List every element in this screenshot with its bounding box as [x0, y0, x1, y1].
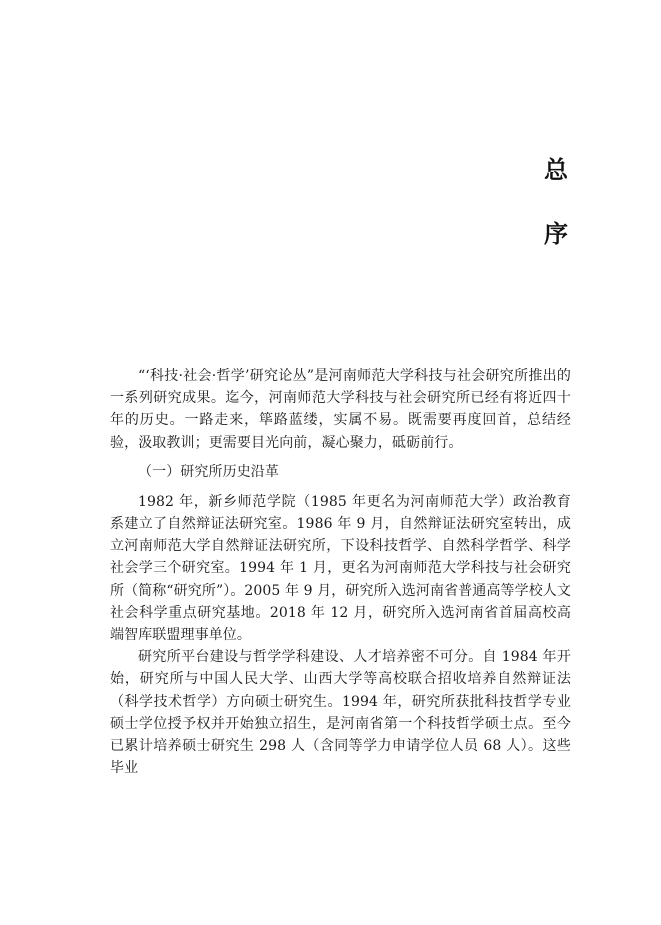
title-char-1: 总 — [544, 155, 568, 184]
body-text — [110, 365, 571, 779]
section-heading: （一）研究所历史沿革 — [138, 463, 279, 480]
preface-title — [538, 155, 574, 248]
intro-paragraph: “‘科技·社会·哲学’研究论丛”是河南师范大学科技与社会研究所推出的一系列研究成果。迄今，河南师范大学科技与社会研究所已经有将近四十年的历史。一路走来，筚路蓝缕，实属不易。既需要再度回首，总结经验，汲取教训；更需要目光向前，凝心聚力，砥砺前行。 — [110, 368, 571, 451]
history-paragraph-2: 研究所平台建设与哲学学科建设、人才培养密不可分。自 1984 年开始，研究所与中国人民大学、山西大学等高校联合招收培养自然辩证法（科学技术哲学）方向硕士研究生。1994 年，研究所获批科技哲学专业硕士学位授予权并开始独立招生，是河南省第一个科技哲学硕士点。至今已累计培养硕士研究生 298 人（含同等学力申请学位人员 68 人）。这些毕业 — [110, 649, 571, 777]
history-paragraph-1: 1982 年，新乡师范学院（1985 年更名为河南师范大学）政治教育系建立了自然辩证法研究室。1986 年 9 月，自然辩证法研究室转出，成立河南师范大学自然辩证法研究所，下设科技哲学、自然科学哲学、科学社会学三个研究室。1994 年 1 月，更名为河南师范大学科技与社会研究所（简称“研究所”）。2005 年 9 月，研究所入选河南省普通高等学校人文社会科学重点研究基地。2018 年 12 月，研究所入选河南省首届高校高端智库联盟理事单位。 — [110, 493, 571, 644]
title-char-2: 序 — [544, 219, 568, 248]
